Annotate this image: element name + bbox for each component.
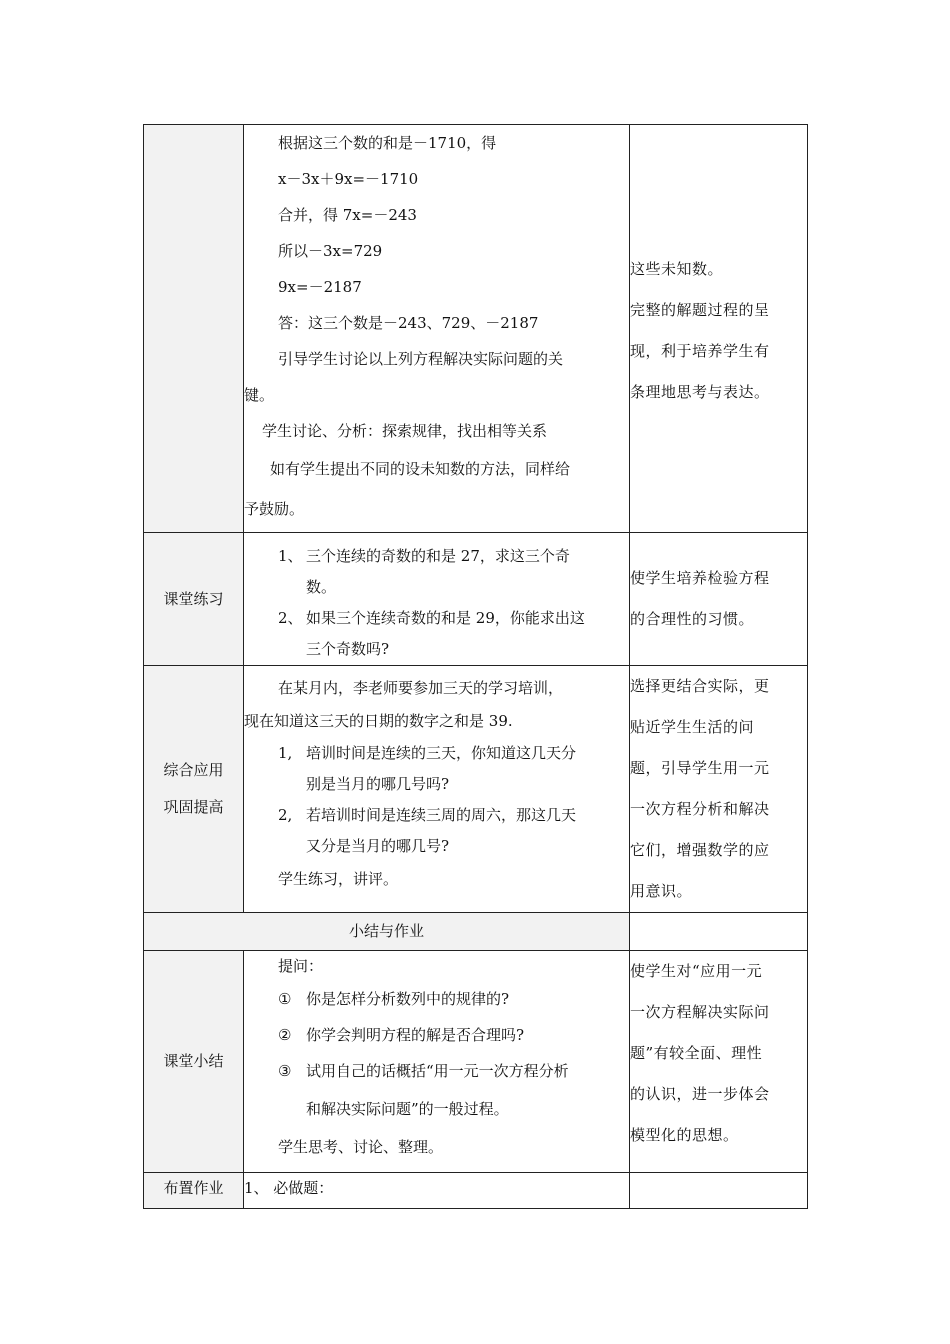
note-line: 条理地思考与表达。 — [630, 382, 770, 401]
summary-item — [244, 1053, 629, 1089]
item-text: 培训时间是连续的三天，你知道这几天分 — [306, 744, 577, 762]
application-note — [630, 666, 808, 913]
summary-content — [244, 951, 630, 1173]
label-line: 综合应用 — [163, 761, 224, 779]
item-text: 你是怎样分析数列中的规律的? — [306, 990, 510, 1008]
note-line: 的认识，进一步体会 — [630, 1085, 770, 1103]
homework-content — [244, 1173, 630, 1209]
label-line: 巩固提高 — [163, 798, 224, 816]
item-number: ① — [278, 990, 292, 1008]
note-line: 模型化的思想。 — [630, 1126, 739, 1144]
item-text-cont: 三个奇数吗? — [306, 640, 390, 658]
equation-line: 所以－3x=729 — [278, 242, 383, 260]
item-text-cont: 别是当月的哪几号吗? — [306, 775, 450, 793]
homework-line: 1、 必做题： — [244, 1179, 334, 1197]
note-line: 的合理性的习惯。 — [630, 610, 755, 628]
guide-line-cont: 键。 — [244, 386, 275, 404]
item-text-cont: 和解决实际问题”的一般过程。 — [306, 1100, 509, 1118]
summary-item — [244, 1017, 629, 1053]
practice-note — [630, 533, 808, 666]
note-line: 现，利于培养学生有 — [630, 341, 770, 360]
item-text-cont: 又分是当月的哪几号? — [306, 837, 450, 855]
practice-item — [244, 603, 629, 634]
summary-heading-row — [144, 913, 808, 951]
application-item — [244, 800, 629, 831]
encourage-line: 如有学生提出不同的设未知数的方法，同样给 — [270, 460, 571, 478]
ask-line: 提问： — [278, 957, 324, 975]
note-line: 完整的解题过程的呈 — [630, 300, 770, 319]
item-text: 若培训时间是连续三周的周六，那这几天 — [306, 806, 577, 824]
summary-row — [144, 951, 808, 1173]
item-number: ③ — [278, 1062, 292, 1080]
lesson-plan-table — [143, 124, 808, 1209]
equation-line: x－3x＋9x=－1710 — [278, 170, 419, 188]
intro-line: 现在知道这三天的日期的数字之和是 39. — [244, 712, 513, 730]
note-line: 题，引导学生用一元 — [630, 759, 770, 777]
item-number: 2, — [278, 806, 293, 824]
note-line: 使学生培养检验方程 — [630, 569, 770, 587]
encourage-line-cont: 予鼓励。 — [244, 500, 305, 518]
item-text: 如果三个连续奇数的和是 29，你能求出这 — [306, 609, 585, 627]
item-text: 三个连续的奇数的和是 27，求这三个奇 — [306, 547, 570, 565]
note-line: 它们，增强数学的应 — [630, 841, 770, 859]
summary-label: 课堂小结 — [144, 951, 244, 1173]
practice-content — [244, 533, 630, 666]
practice-label: 课堂练习 — [144, 533, 244, 666]
note-line: 一次方程解决实际问 — [630, 1003, 770, 1021]
item-text: 你学会判明方程的解是否合理吗? — [306, 1026, 525, 1044]
item-text-cont: 数。 — [306, 578, 337, 596]
homework-row — [144, 1173, 808, 1209]
empty-cell — [630, 913, 808, 951]
empty-cell — [630, 1173, 808, 1209]
intro-line: 在某月内，李老师要参加三天的学习培训， — [278, 679, 564, 697]
note-line: 用意识。 — [630, 882, 693, 900]
equation-line: 合并，得 7x=－243 — [278, 206, 417, 224]
discussion-line: 学生讨论、分析：探索规律，找出相等关系 — [262, 422, 548, 440]
item-text: 试用自己的话概括“用一元一次方程分析 — [306, 1062, 569, 1080]
application-item — [244, 738, 629, 769]
note-line: 这些未知数。 — [630, 259, 724, 278]
note-line: 一次方程分析和解决 — [630, 800, 770, 818]
empty-label-cell — [144, 125, 244, 533]
item-number: 1, — [278, 744, 293, 762]
guide-line: 引导学生讨论以上列方程解决实际问题的关 — [278, 350, 564, 368]
outro-line: 学生练习，讲评。 — [278, 870, 399, 888]
solution-note — [630, 125, 808, 533]
application-label — [144, 666, 244, 913]
practice-item — [244, 541, 629, 572]
note-line: 贴近学生生活的问 — [630, 718, 755, 736]
summary-heading: 小结与作业 — [144, 913, 630, 951]
note-line: 题”有较全面、理性 — [630, 1044, 763, 1062]
application-content — [244, 666, 630, 913]
solution-line: 根据这三个数的和是－1710，得 — [278, 134, 497, 152]
note-line: 选择更结合实际，更 — [630, 677, 770, 695]
summary-note — [630, 951, 808, 1173]
item-number: 2、 — [278, 609, 303, 627]
item-number: 1、 — [278, 547, 303, 565]
solution-content — [244, 125, 630, 533]
homework-label: 布置作业 — [144, 1173, 244, 1209]
application-row — [144, 666, 808, 913]
summary-item — [244, 981, 629, 1017]
answer-line: 答：这三个数是－243、729、－2187 — [278, 314, 539, 332]
note-line: 使学生对“应用一元 — [630, 962, 763, 980]
outro-line: 学生思考、讨论、整理。 — [278, 1138, 444, 1156]
item-number: ② — [278, 1026, 292, 1044]
practice-row — [144, 533, 808, 666]
solution-row — [144, 125, 808, 533]
equation-line: 9x=－2187 — [278, 278, 362, 296]
